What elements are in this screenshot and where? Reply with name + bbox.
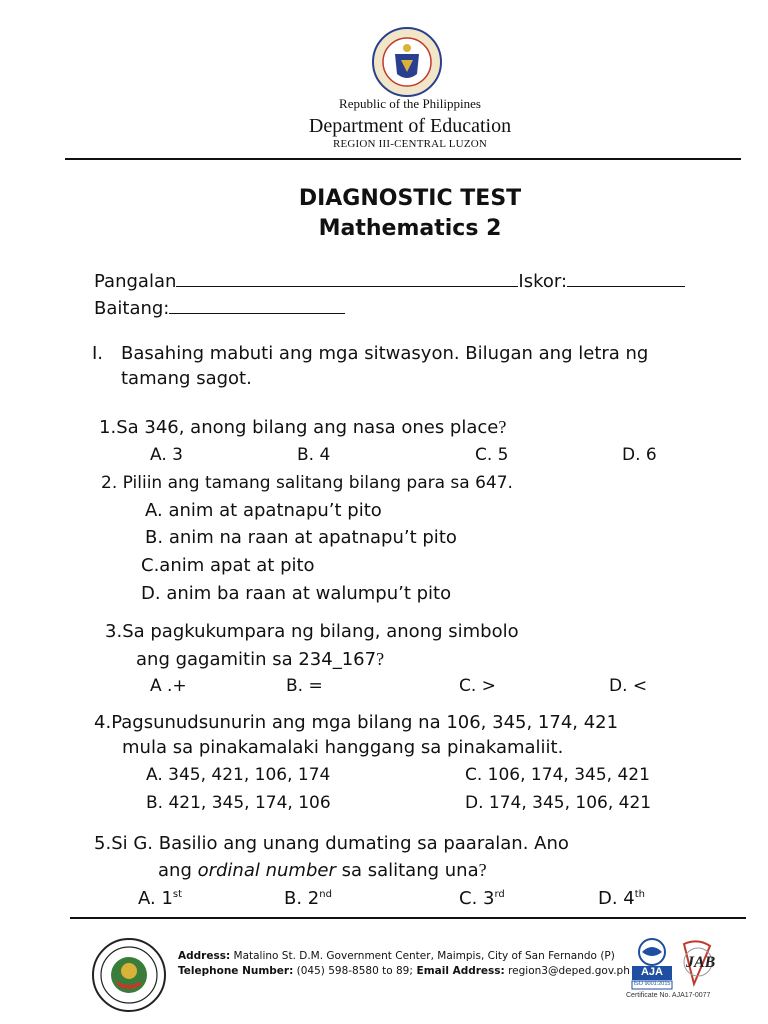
footer-deped-seal	[91, 937, 167, 1013]
question-4-line-2: mula sa pinakamalaki hanggang sa pinakamaliit.	[122, 737, 564, 758]
q5-option-d[interactable]	[598, 888, 645, 909]
question-text: Piliin ang tamang salitang bilang para sa 647.	[122, 473, 513, 493]
option-sup: th	[634, 889, 646, 900]
phone-label: Telephone Number:	[178, 965, 294, 977]
option-label: A. 1	[138, 888, 173, 909]
grade-label: Baitang:	[94, 298, 170, 319]
instruction-number: I.	[92, 343, 104, 364]
footer-contact-line	[178, 965, 630, 977]
test-subject: Mathematics 2	[318, 216, 502, 241]
question-text: ang	[158, 860, 198, 881]
question-text: Sa pagkukumpara ng bilang, anong simbolo	[122, 621, 519, 642]
q1-option-a[interactable]: A. 3	[150, 445, 183, 465]
footer-address-line	[178, 950, 615, 962]
name-blank[interactable]	[176, 270, 518, 287]
question-mark: ?	[498, 417, 507, 437]
option-label: D. 4	[598, 888, 635, 909]
q3-option-b[interactable]: B. =	[286, 676, 323, 696]
header-republic: Republic of the Philippines	[339, 96, 481, 111]
email-label: Email Address:	[412, 965, 505, 977]
instruction-line-1: Basahing mabuti ang mga sitwasyon. Bilugan ang letra ng	[121, 343, 649, 364]
option-sup: st	[172, 889, 183, 900]
q4-option-c[interactable]: C. 106, 174, 345, 421	[465, 765, 650, 785]
phone-text: (045) 598-8580 to 89;	[293, 965, 413, 977]
question-text: Si G. Basilio ang unang dumating sa paaralan. Ano	[111, 833, 569, 854]
q4-option-b[interactable]: B. 421, 345, 174, 106	[146, 793, 331, 813]
option-letter: B.	[145, 527, 164, 548]
header-department: Department of Education	[308, 115, 512, 137]
question-emphasis: ordinal number	[197, 860, 336, 881]
question-1	[99, 417, 506, 438]
test-title: DIAGNOSTIC TEST	[298, 186, 522, 211]
score-blank[interactable]	[567, 270, 685, 287]
option-sup: rd	[494, 889, 505, 900]
q1-option-c[interactable]: C. 5	[475, 445, 509, 465]
name-label: Pangalan	[94, 271, 177, 292]
question-mark: ?	[376, 649, 385, 669]
q2-option-b[interactable]	[145, 527, 457, 548]
q3-option-a[interactable]: A .+	[150, 676, 187, 696]
deped-seal-logo	[371, 26, 443, 98]
question-3-line-1	[105, 621, 519, 642]
option-text: anim na raan at apatnapu’t pito	[168, 527, 457, 548]
option-letter: C.	[141, 555, 160, 576]
question-number: 1.	[99, 417, 117, 438]
option-text: anim ba raan at walumpu’t pito	[166, 583, 452, 604]
q5-option-a[interactable]	[138, 888, 182, 909]
question-4-line-1	[94, 712, 618, 733]
aja-text: AJA	[640, 966, 663, 978]
q1-option-b[interactable]: B. 4	[297, 445, 331, 465]
option-sup: nd	[319, 889, 332, 900]
address-label: Address:	[178, 950, 231, 962]
header-divider	[65, 158, 741, 160]
score-label: Iskor:	[518, 271, 568, 292]
option-text: anim apat at pito	[159, 555, 315, 576]
jab-text: JAB	[686, 954, 716, 971]
question-number: 5.	[94, 833, 112, 854]
question-2	[101, 473, 513, 493]
q5-option-b[interactable]	[284, 888, 332, 909]
q2-option-d[interactable]	[141, 583, 451, 604]
address-text: Matalino St. D.M. Government Center, Maimpis, City of San Fernando (P)	[230, 950, 615, 962]
question-5-line-2	[158, 860, 487, 881]
q1-option-d[interactable]: D. 6	[622, 445, 657, 465]
option-letter: A.	[145, 500, 163, 521]
email-text: region3@deped.gov.ph	[504, 965, 630, 977]
aja-iso-text: ISO 9001:2015	[633, 981, 671, 987]
q5-option-c[interactable]	[459, 888, 505, 909]
jab-logo	[678, 936, 718, 992]
question-3-line-2	[136, 649, 384, 670]
question-5-line-1	[94, 833, 569, 854]
grade-field[interactable]	[94, 297, 345, 319]
question-text: Pagsunudsunurin ang mga bilang na 106, 345, 174, 421	[111, 712, 619, 733]
q2-option-a[interactable]	[145, 500, 382, 521]
q2-option-c[interactable]	[141, 555, 315, 576]
question-number: 3.	[105, 621, 123, 642]
question-mark: ?	[478, 860, 487, 880]
name-field[interactable]	[94, 270, 685, 292]
q3-option-c[interactable]: C. >	[459, 676, 496, 696]
question-text: sa salitang una	[335, 860, 479, 881]
aja-cert-logo	[628, 936, 676, 992]
option-label: B. 2	[284, 888, 320, 909]
q4-option-d[interactable]: D. 174, 345, 106, 421	[465, 793, 652, 813]
question-number: 4.	[94, 712, 112, 733]
instruction-line-2: tamang sagot.	[121, 368, 252, 389]
grade-blank[interactable]	[169, 297, 345, 314]
option-text: anim at apatnapu’t pito	[168, 500, 382, 521]
question-text: ang gagamitin sa 234_167	[136, 649, 377, 670]
certificate-number: Certificate No. AJA17-0077	[626, 992, 711, 999]
option-letter: D.	[141, 583, 161, 604]
option-label: C. 3	[459, 888, 495, 909]
question-text: Sa 346, anong bilang ang nasa ones place	[116, 417, 499, 438]
question-number: 2.	[101, 473, 118, 493]
q4-option-a[interactable]: A. 345, 421, 106, 174	[146, 765, 331, 785]
header-region: REGION III-CENTRAL LUZON	[332, 138, 488, 150]
footer-divider	[70, 917, 746, 919]
q3-option-d[interactable]: D. <	[609, 676, 648, 696]
